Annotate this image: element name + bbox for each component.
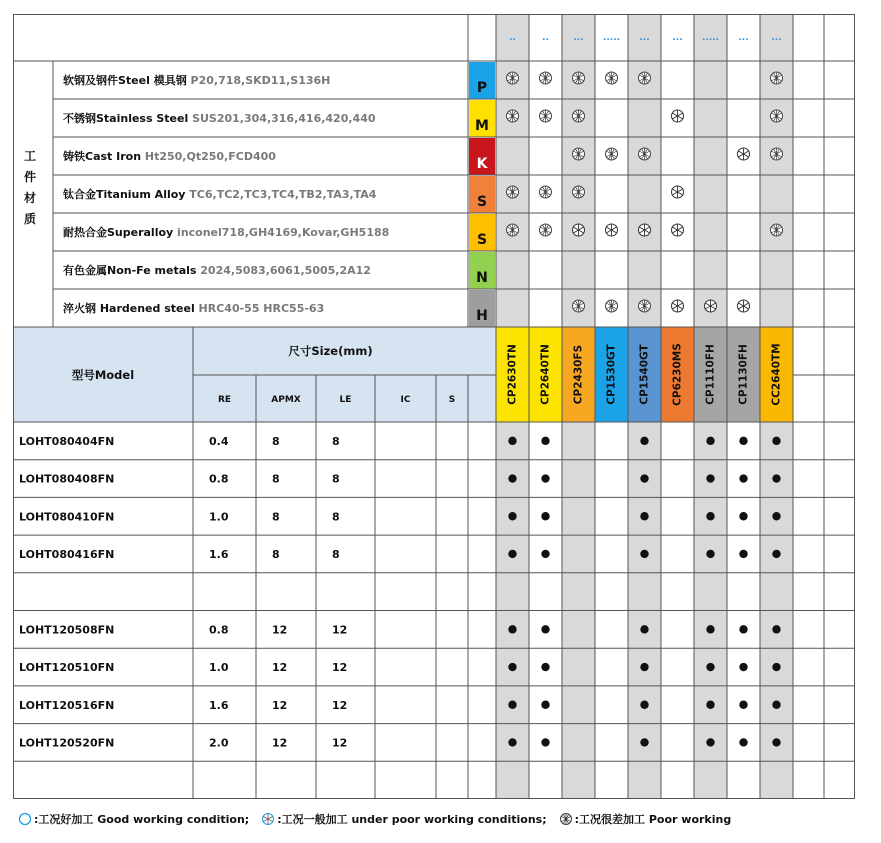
- recommended-dot: [541, 701, 549, 709]
- size-value: 8: [272, 510, 280, 524]
- poor-condition-icon: [639, 300, 651, 312]
- recommended-dot: [640, 437, 648, 445]
- legend-general: [261, 811, 546, 827]
- iso-code-s: S: [476, 194, 488, 210]
- size-value: 0.8: [209, 472, 229, 486]
- poor-condition-icon: [771, 224, 783, 236]
- poor-condition-icon: [639, 72, 651, 84]
- poor-condition-icon: [771, 72, 783, 84]
- material-name: 耐热合金Superalloy: [63, 226, 174, 239]
- recommended-dot: [640, 738, 648, 746]
- size-value: 1.0: [209, 661, 229, 675]
- recommended-dot: [541, 437, 549, 445]
- poor-condition-icon: [573, 300, 585, 312]
- poor-condition-icon: [573, 110, 585, 122]
- grade-label-cp1540gt: CP1540GT: [638, 344, 651, 405]
- iso-code-m: M: [475, 118, 489, 134]
- size-value: 12: [332, 623, 348, 637]
- general-condition-icon: [705, 300, 717, 312]
- recommended-dot: [640, 625, 648, 633]
- general-condition-icon: [573, 224, 585, 236]
- recommended-dot: [706, 474, 714, 482]
- size-col-s: S: [448, 395, 456, 405]
- poor-condition-icon: [573, 148, 585, 160]
- iso-code-p: P: [476, 80, 488, 96]
- model-name: LOHT080410FN: [19, 510, 115, 524]
- poor-condition-icon: [771, 148, 783, 160]
- group-label-char: 材: [23, 191, 37, 205]
- grade-dash-mark: .....: [701, 33, 720, 43]
- grade-dash-mark: ...: [573, 33, 584, 43]
- poor-condition-icon: [573, 72, 585, 84]
- general-condition-icon: [738, 300, 750, 312]
- material-name: 有色金属Non-Fe metals: [63, 264, 197, 277]
- recommended-dot: [772, 663, 780, 671]
- recommended-dot: [541, 512, 549, 520]
- model-name: LOHT080416FN: [19, 547, 115, 561]
- poor-condition-icon: [771, 110, 783, 122]
- poor-condition-icon: [540, 186, 552, 198]
- material-name: 不锈钢Stainless Steel: [63, 112, 189, 125]
- general-condition-icon: [672, 186, 684, 198]
- material-row-0: [63, 73, 330, 87]
- general-condition-icon: [672, 300, 684, 312]
- recommended-dot: [640, 550, 648, 558]
- material-grades: HRC40-55 HRC55-63: [194, 302, 325, 315]
- recommended-dot: [640, 663, 648, 671]
- material-row-4: [63, 225, 389, 239]
- poor-condition-icon: [606, 72, 618, 84]
- recommended-dot: [640, 701, 648, 709]
- general-condition-icon: [639, 224, 651, 236]
- recommended-dot: [772, 512, 780, 520]
- group-label-char: 件: [23, 170, 37, 184]
- iso-code-h: H: [476, 308, 488, 324]
- size-value: 8: [332, 510, 340, 524]
- size-value: 12: [332, 698, 348, 712]
- recommended-dot: [508, 663, 516, 671]
- legend-poor-text: :工况很差加工 Poor working: [574, 813, 732, 826]
- recommended-dot: [739, 550, 747, 558]
- material-grades: P20,718,SKD11,S136H: [186, 74, 331, 87]
- grade-label-cp1110fh: CP1110FH: [704, 344, 717, 405]
- poor-condition-icon: [540, 72, 552, 84]
- size-value: 12: [272, 661, 288, 675]
- size-header-label: 尺寸Size(mm): [288, 344, 373, 358]
- material-grades: Ht250,Qt250,FCD400: [141, 150, 276, 163]
- recommended-dot: [739, 701, 747, 709]
- general-condition-icon: [738, 148, 750, 160]
- size-value: 1.6: [209, 547, 229, 561]
- recommended-dot: [739, 625, 747, 633]
- recommended-dot: [541, 738, 549, 746]
- size-value: 1.6: [209, 698, 229, 712]
- model-name: LOHT120516FN: [19, 698, 115, 712]
- grade-dash-mark: ...: [738, 33, 749, 43]
- group-label-char: 质: [23, 212, 37, 226]
- grade-label-cp1130fh: CP1130FH: [737, 344, 750, 405]
- size-value: 8: [332, 434, 340, 448]
- size-col-ic: IC: [400, 395, 411, 405]
- model-name: LOHT080408FN: [19, 472, 115, 486]
- good-condition-icon: [18, 812, 32, 826]
- poor-condition-icon: [507, 72, 519, 84]
- iso-code-s: S: [476, 232, 488, 248]
- recommended-dot: [508, 701, 516, 709]
- poor-condition-icon: [639, 148, 651, 160]
- poor-condition-icon: [507, 110, 519, 122]
- model-name: LOHT120508FN: [19, 623, 115, 637]
- general-condition-icon: [606, 224, 618, 236]
- recommended-dot: [772, 550, 780, 558]
- material-name: 铸铁Cast Iron: [63, 150, 142, 163]
- insert-table: [13, 14, 855, 799]
- legend: [18, 808, 743, 830]
- material-name: 淬火钢 Hardened steel: [63, 302, 195, 315]
- grade-label-cp1530gt: CP1530GT: [605, 344, 618, 405]
- grade-dash-mark: .....: [602, 33, 621, 43]
- size-value: 8: [332, 472, 340, 486]
- size-value: 12: [272, 623, 288, 637]
- material-grades: SUS201,304,316,416,420,440: [188, 112, 376, 125]
- size-value: 8: [272, 472, 280, 486]
- iso-code-k: K: [476, 156, 488, 172]
- legend-poor: [559, 811, 732, 827]
- grade-dash-mark: ...: [771, 33, 782, 43]
- size-value: 8: [272, 547, 280, 561]
- poor-condition-icon: [540, 110, 552, 122]
- iso-code-n: N: [476, 270, 488, 286]
- grade-dash-mark: ..: [542, 33, 549, 43]
- material-grades: inconel718,GH4169,Kovar,GH5188: [173, 226, 390, 239]
- poor-condition-icon: [507, 224, 519, 236]
- legend-general-text: :工况一般加工 under poor working conditions;: [277, 813, 547, 826]
- size-value: 12: [272, 698, 288, 712]
- recommended-dot: [640, 474, 648, 482]
- material-row-6: [63, 301, 324, 315]
- recommended-dot: [508, 625, 516, 633]
- general-condition-icon: [672, 224, 684, 236]
- material-name: 钛合金Titanium Alloy: [63, 188, 186, 201]
- material-row-1: [63, 111, 376, 125]
- grade-table-svg: [13, 14, 855, 799]
- recommended-dot: [508, 512, 516, 520]
- recommended-dot: [739, 738, 747, 746]
- recommended-dot: [772, 738, 780, 746]
- recommended-dot: [508, 550, 516, 558]
- recommended-dot: [706, 512, 714, 520]
- poor-condition-icon: [559, 812, 573, 826]
- material-row-3: [63, 187, 377, 201]
- recommended-dot: [739, 474, 747, 482]
- general-condition-icon: [672, 110, 684, 122]
- group-label-char: 工: [23, 149, 37, 163]
- recommended-dot: [706, 663, 714, 671]
- grade-dash-mark: ...: [672, 33, 683, 43]
- poor-condition-icon: [573, 186, 585, 198]
- recommended-dot: [739, 663, 747, 671]
- recommended-dot: [706, 437, 714, 445]
- grade-label-cp2630tn: CP2630TN: [506, 344, 519, 405]
- model-name: LOHT120520FN: [19, 736, 115, 750]
- general-condition-icon: [261, 812, 275, 826]
- recommended-dot: [772, 474, 780, 482]
- recommended-dot: [541, 625, 549, 633]
- recommended-dot: [739, 512, 747, 520]
- poor-condition-icon: [606, 300, 618, 312]
- poor-condition-icon: [606, 148, 618, 160]
- grade-label-cc2640tm: CC2640TM: [770, 343, 783, 406]
- grade-label-cp6230ms: CP6230MS: [671, 343, 684, 406]
- recommended-dot: [508, 437, 516, 445]
- poor-condition-icon: [540, 224, 552, 236]
- material-grades: 2024,5083,6061,5005,2A12: [196, 264, 371, 277]
- recommended-dot: [739, 437, 747, 445]
- recommended-dot: [541, 474, 549, 482]
- size-value: 2.0: [209, 736, 229, 750]
- size-col-re: RE: [217, 395, 232, 405]
- grade-dash-mark: ...: [639, 33, 650, 43]
- material-row-2: [63, 149, 276, 163]
- recommended-dot: [706, 625, 714, 633]
- model-name: LOHT080404FN: [19, 434, 115, 448]
- material-row-5: [63, 263, 371, 277]
- size-value: 0.4: [209, 434, 229, 448]
- size-value: 8: [272, 434, 280, 448]
- size-value: 1.0: [209, 510, 229, 524]
- material-grades: TC6,TC2,TC3,TC4,TB2,TA3,TA4: [185, 188, 377, 201]
- recommended-dot: [706, 738, 714, 746]
- size-value: 12: [332, 661, 348, 675]
- material-name: 软钢及钢件Steel 模具钢: [63, 74, 187, 87]
- recommended-dot: [640, 512, 648, 520]
- recommended-dot: [706, 550, 714, 558]
- size-col-apmx: APMX: [271, 395, 301, 405]
- size-col-le: LE: [339, 395, 352, 405]
- model-name: LOHT120510FN: [19, 661, 115, 675]
- legend-good: [18, 811, 249, 827]
- recommended-dot: [508, 738, 516, 746]
- grade-dash-mark: ..: [509, 33, 516, 43]
- model-header-label: 型号Model: [71, 368, 135, 382]
- recommended-dot: [772, 701, 780, 709]
- size-value: 12: [272, 736, 288, 750]
- grade-label-cp2640tn: CP2640TN: [539, 344, 552, 405]
- recommended-dot: [541, 663, 549, 671]
- legend-good-text: :工况好加工 Good working condition;: [34, 813, 250, 826]
- recommended-dot: [772, 625, 780, 633]
- recommended-dot: [541, 550, 549, 558]
- poor-condition-icon: [507, 186, 519, 198]
- recommended-dot: [508, 474, 516, 482]
- grade-label-cp2430fs: CP2430FS: [572, 344, 585, 405]
- size-value: 8: [332, 547, 340, 561]
- recommended-dot: [706, 701, 714, 709]
- recommended-dot: [772, 437, 780, 445]
- size-value: 0.8: [209, 623, 229, 637]
- size-value: 12: [332, 736, 348, 750]
